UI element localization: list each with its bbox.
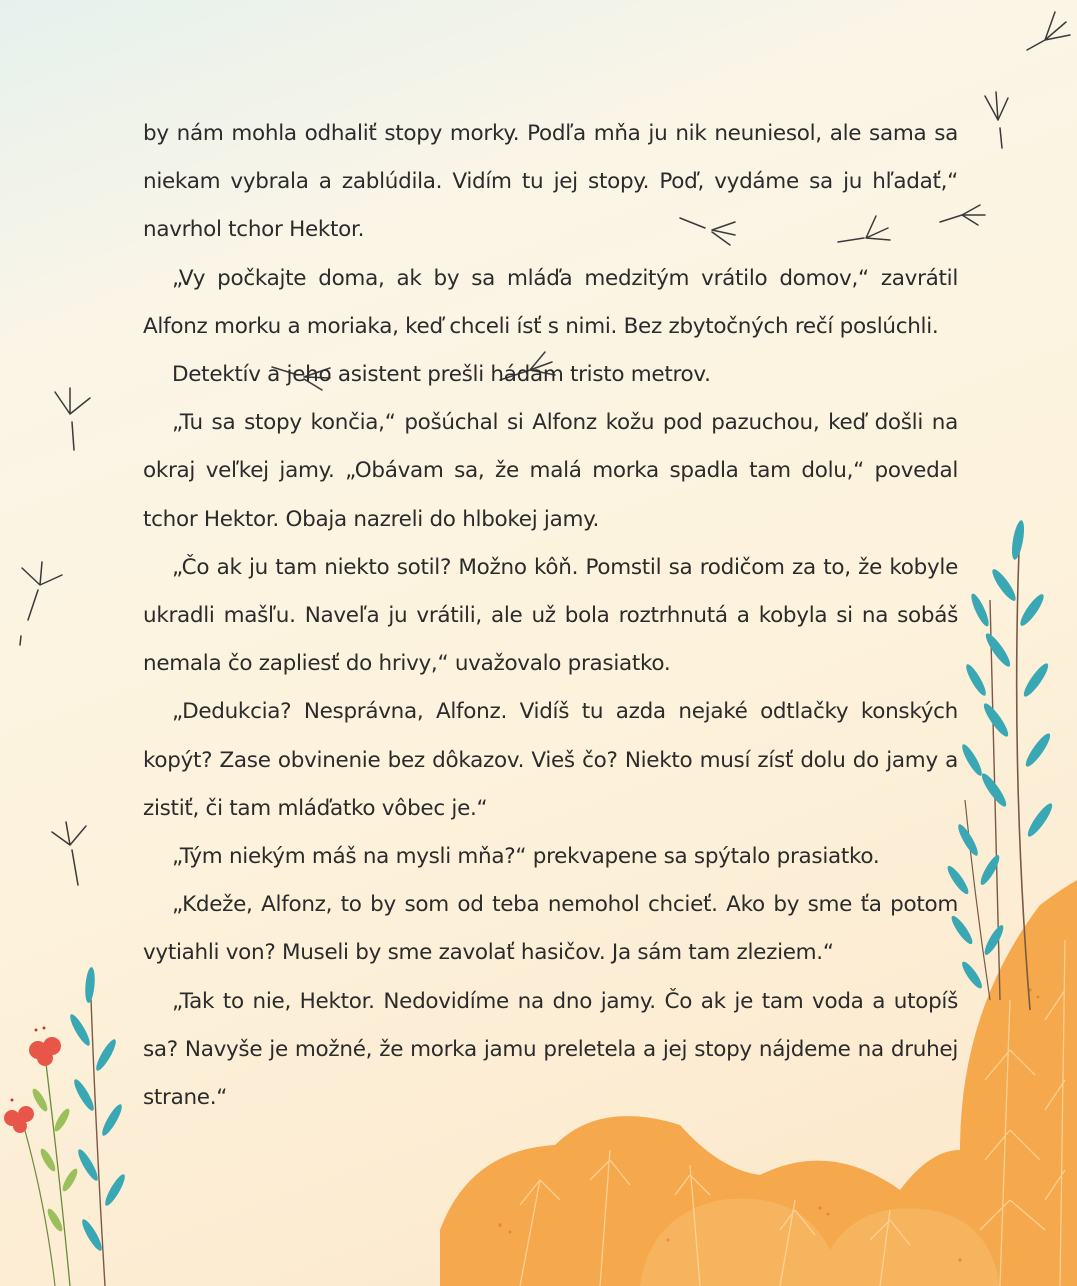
paragraph: „Tu sa stopy končia,“ pošúchal si Alfonz kožu pod pazuchou, keď došli na okraj veľkej jamy. „Obávam sa, že malá morka spadla tam dolu,“ povedal tchor Hektor. Obaja nazreli do hlbokej jamy. bbox=[143, 410, 958, 532]
paragraph: „Kdeže, Alfonz, to by som od teba nemohol chcieť. Ako by sme ťa potom vytiahli von? Museli by sme zavolať hasičov. Ja sám tam zleziem.“ bbox=[143, 892, 958, 966]
paragraph: „Dedukcia? Nesprávna, Alfonz. Vidíš tu azda nejaké odtlačky konských kopýt? Zase obvinenie bez dôkazov. Vieš čo? Niekto musí zísť dolu do jamy a zistiť, či tam mláďatko vôbec je.“ bbox=[143, 699, 958, 821]
paragraph: by nám mohla odhaliť stopy morky. Podľa mňa ju nik neuniesol, ale sama sa niekam vybrala a zablúdila. Vidím tu jej stopy. Poď, vydáme sa ju hľadať,“ navrhol tchor Hektor. bbox=[143, 121, 958, 243]
red-flower-illustration bbox=[4, 967, 128, 1286]
paragraph: Detektív a jeho asistent prešli hádam tristo metrov. bbox=[172, 362, 711, 388]
paragraph: „Tým niekým máš na mysli mňa?“ prekvapene sa spýtalo prasiatko. bbox=[172, 844, 880, 870]
paragraph: „Tak to nie, Hektor. Nedovidíme na dno jamy. Čo ak je tam voda a utopíš sa? Navyše je možné, že morka jamu preletela a jej stopy nájdeme na druhej strane.“ bbox=[143, 988, 958, 1111]
paragraph: „Vy počkajte doma, ak by sa mláďa medzitým vrátilo domov,“ zavrátil Alfonz morku a moriaka, keď chceli ísť s nimi. Bez zbytočných rečí poslúchli. bbox=[143, 265, 958, 339]
paragraph: „Čo ak ju tam niekto sotil? Možno kôň. Pomstil sa rodičom za to, že kobyle ukradli mašľu. Naveľa ju vrátili, ale už bola roztrhnutá a kobyla si na sobáš nemala čo zapliesť do hrivy,“ uvažovalo prasiatko. bbox=[143, 554, 958, 677]
story-text bbox=[143, 110, 958, 1122]
